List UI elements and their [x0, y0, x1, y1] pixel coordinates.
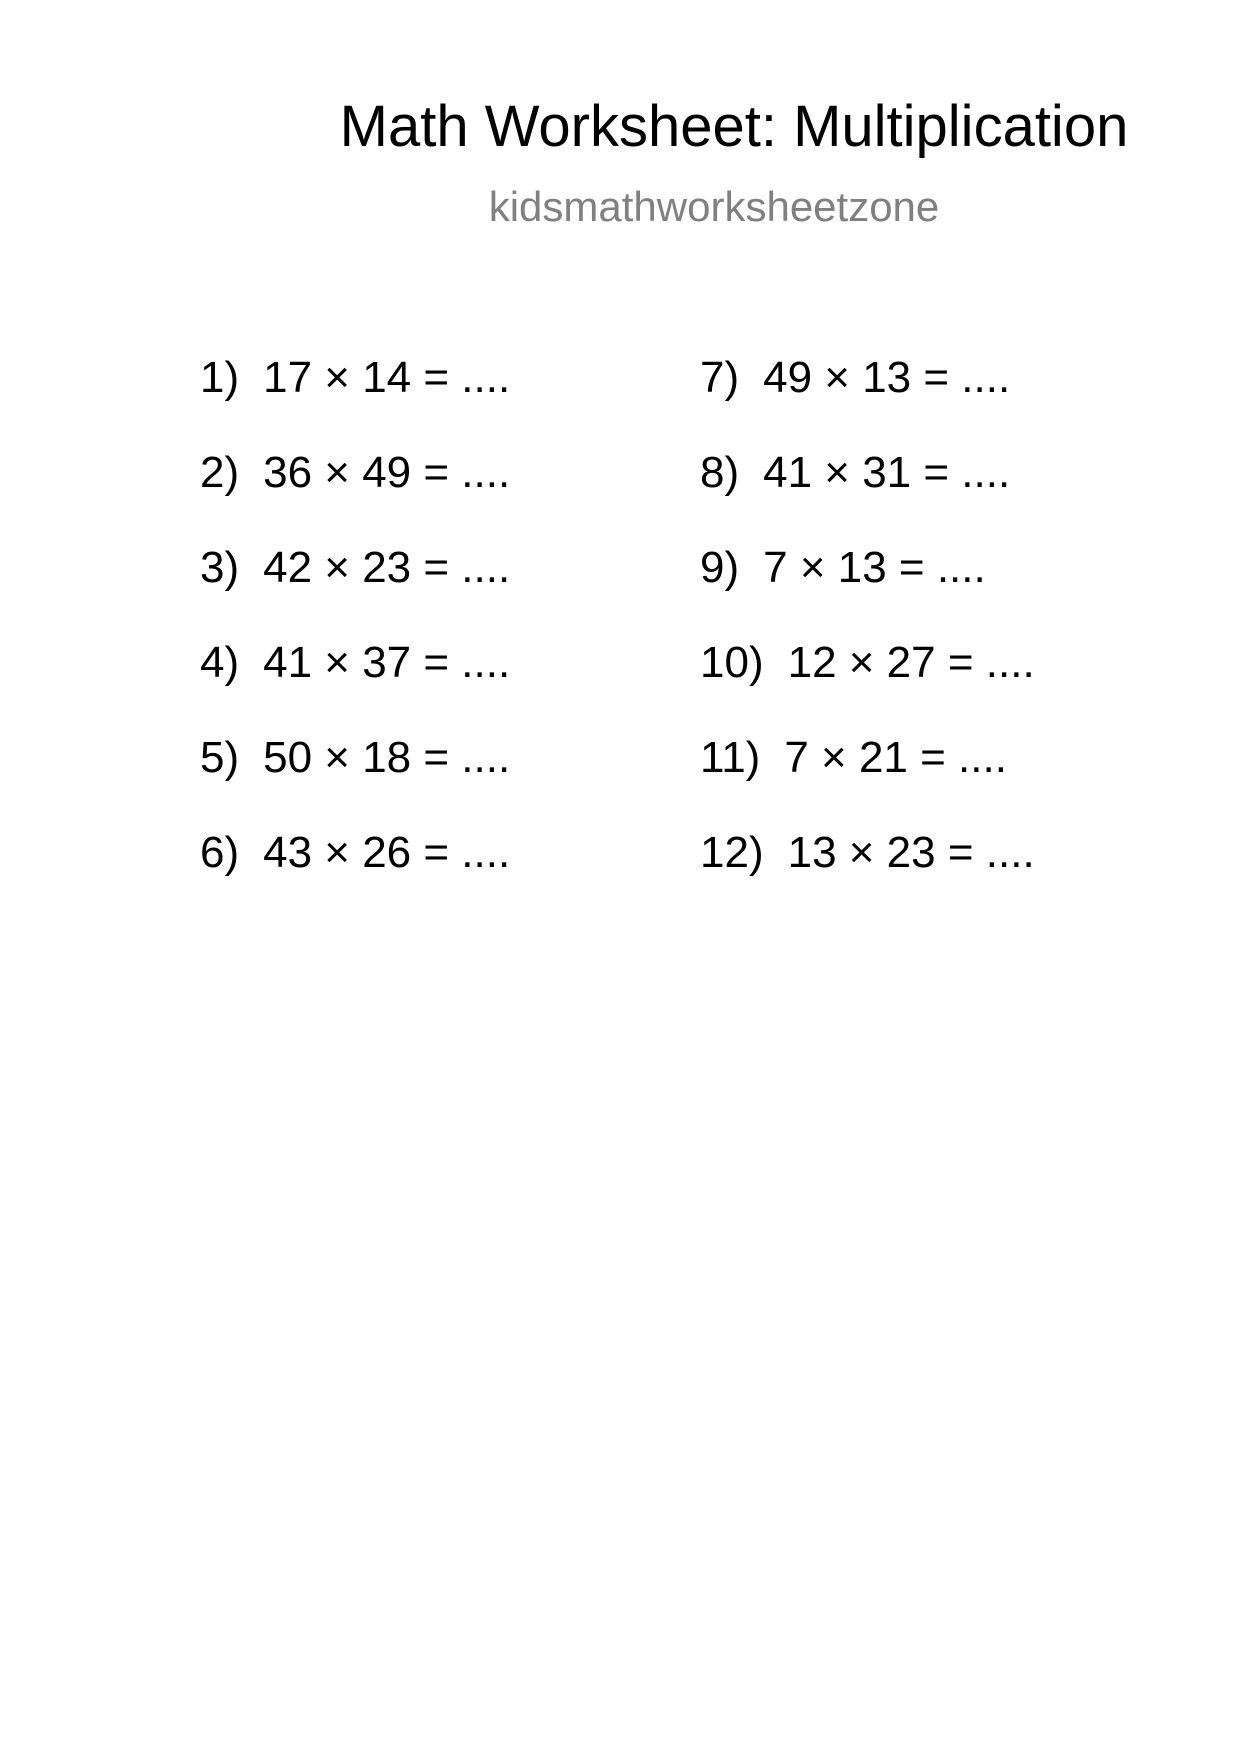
- problem-expression: 7 × 21 = ....: [784, 733, 1007, 782]
- problem-number: 8): [700, 448, 740, 497]
- problem-number: 4): [200, 638, 240, 687]
- problem-6: [200, 828, 511, 877]
- problem-12: [700, 828, 1035, 877]
- problem-number: 2): [200, 448, 240, 497]
- problem-10: [700, 638, 1035, 687]
- problem-number: 12): [700, 828, 764, 877]
- problem-expression: 17 × 14 = ....: [263, 353, 511, 402]
- problem-7: [700, 353, 1011, 402]
- problem-expression: 12 × 27 = ....: [787, 638, 1035, 687]
- problem-3: [200, 543, 511, 592]
- problem-number: 11): [700, 733, 761, 782]
- problem-expression: 41 × 31 = ....: [763, 448, 1011, 497]
- problem-number: 3): [200, 543, 240, 592]
- problem-5: [200, 733, 511, 782]
- page-title: Math Worksheet: Multiplication: [339, 94, 1129, 159]
- problem-expression: 41 × 37 = ....: [263, 638, 511, 687]
- problem-number: 1): [200, 353, 240, 402]
- problem-number: 7): [700, 353, 740, 402]
- problem-expression: 13 × 23 = ....: [787, 828, 1035, 877]
- problem-9: [700, 543, 986, 592]
- problem-expression: 42 × 23 = ....: [263, 543, 511, 592]
- problem-4: [200, 638, 511, 687]
- page-subtitle: kidsmathworksheetzone: [488, 183, 940, 230]
- problem-expression: 36 × 49 = ....: [263, 448, 511, 497]
- problem-2: [200, 448, 511, 497]
- problem-1: [200, 353, 511, 402]
- problem-expression: 50 × 18 = ....: [263, 733, 511, 782]
- problem-number: 5): [200, 733, 240, 782]
- problem-expression: 49 × 13 = ....: [763, 353, 1011, 402]
- problem-11: [700, 733, 1007, 782]
- problem-expression: 7 × 13 = ....: [763, 543, 986, 592]
- problem-number: 10): [700, 638, 764, 687]
- problem-number: 9): [700, 543, 740, 592]
- problem-8: [700, 448, 1011, 497]
- problem-number: 6): [200, 828, 240, 877]
- problem-expression: 43 × 26 = ....: [263, 828, 511, 877]
